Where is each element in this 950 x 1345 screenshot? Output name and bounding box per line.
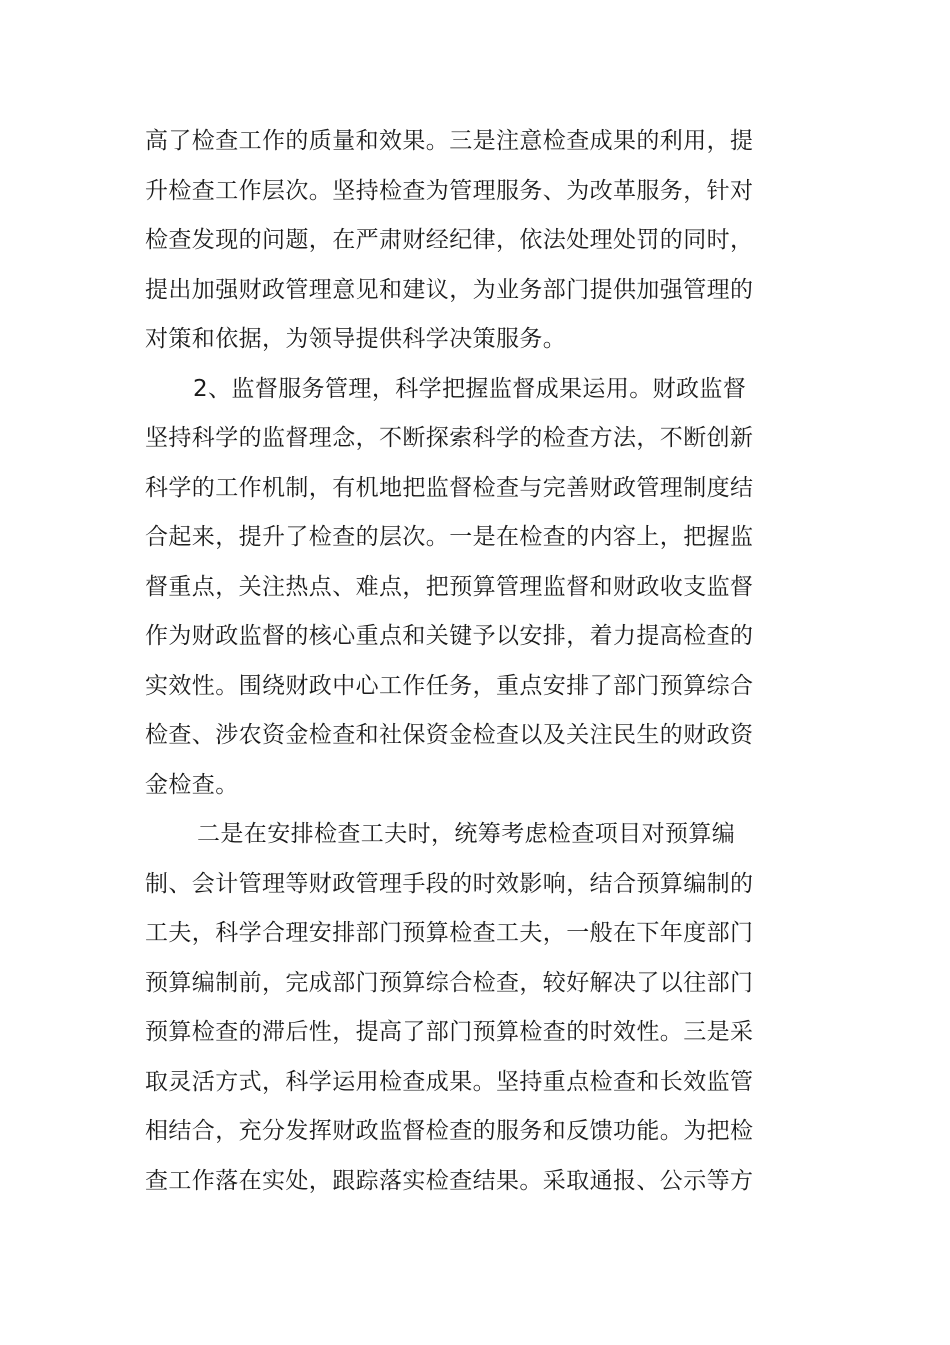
text-line: 相结合，充分发挥财政监督检查的服务和反馈功能。为把检 bbox=[145, 1118, 754, 1144]
document-body bbox=[145, 117, 754, 1206]
text-line: 预算检查的滞后性，提高了部门预算检查的时效性。三是采 bbox=[145, 1019, 754, 1045]
text-line: 二是在安排检查工夫时，统筹考虑检查项目对预算编 bbox=[197, 821, 736, 847]
text-line: 对策和依据，为领导提供科学决策服务。 bbox=[145, 326, 567, 352]
text-line: 预算编制前，完成部门预算综合检查，较好解决了以往部门 bbox=[145, 969, 754, 996]
paragraph-1 bbox=[145, 117, 754, 365]
text-line: 科学的工作机制，有机地把监督检查与完善财政管理制度结 bbox=[145, 474, 754, 501]
text-line: 坚持科学的监督理念，不断探索科学的检查方法，不断创新 bbox=[145, 425, 754, 451]
text-line: 升检查工作层次。坚持检查为管理服务、为改革服务，针对 bbox=[145, 177, 754, 204]
text-line: 检查、涉农资金检查和社保资金检查以及关注民生的财政资 bbox=[145, 722, 754, 748]
text-line: 制、会计管理等财政管理手段的时效影响，结合预算编制的 bbox=[145, 870, 754, 897]
text-line: 实效性。围绕财政中心工作任务，重点安排了部门预算综合 bbox=[145, 672, 754, 699]
text-line: 工夫，科学合理安排部门预算检查工夫，一般在下年度部门 bbox=[145, 920, 754, 946]
text-line: 督重点，关注热点、难点，把预算管理监督和财政收支监督 bbox=[145, 573, 754, 600]
text-line: 2、监督服务管理，科学把握监督成果运用。财政监督 bbox=[193, 375, 747, 402]
text-line: 检查发现的问题，在严肃财经纪律，依法处理处罚的同时， bbox=[145, 227, 754, 253]
text-line: 作为财政监督的核心重点和关键予以安排，着力提高检查的 bbox=[145, 623, 754, 649]
text-line: 取灵活方式，科学运用检查成果。坚持重点检查和长效监管 bbox=[145, 1068, 754, 1095]
text-line: 高了检查工作的质量和效果。三是注意检查成果的利用，提 bbox=[145, 128, 754, 154]
text-line: 合起来，提升了检查的层次。一是在检查的内容上，把握监 bbox=[145, 524, 754, 550]
text-line: 提出加强财政管理意见和建议，为业务部门提供加强管理的 bbox=[145, 276, 754, 303]
text-line: 金检查。 bbox=[145, 771, 239, 798]
text-line: 查工作落在实处，跟踪落实检查结果。采取通报、公示等方 bbox=[145, 1167, 754, 1194]
paragraph-3 bbox=[145, 810, 754, 1206]
paragraph-2 bbox=[145, 365, 754, 811]
